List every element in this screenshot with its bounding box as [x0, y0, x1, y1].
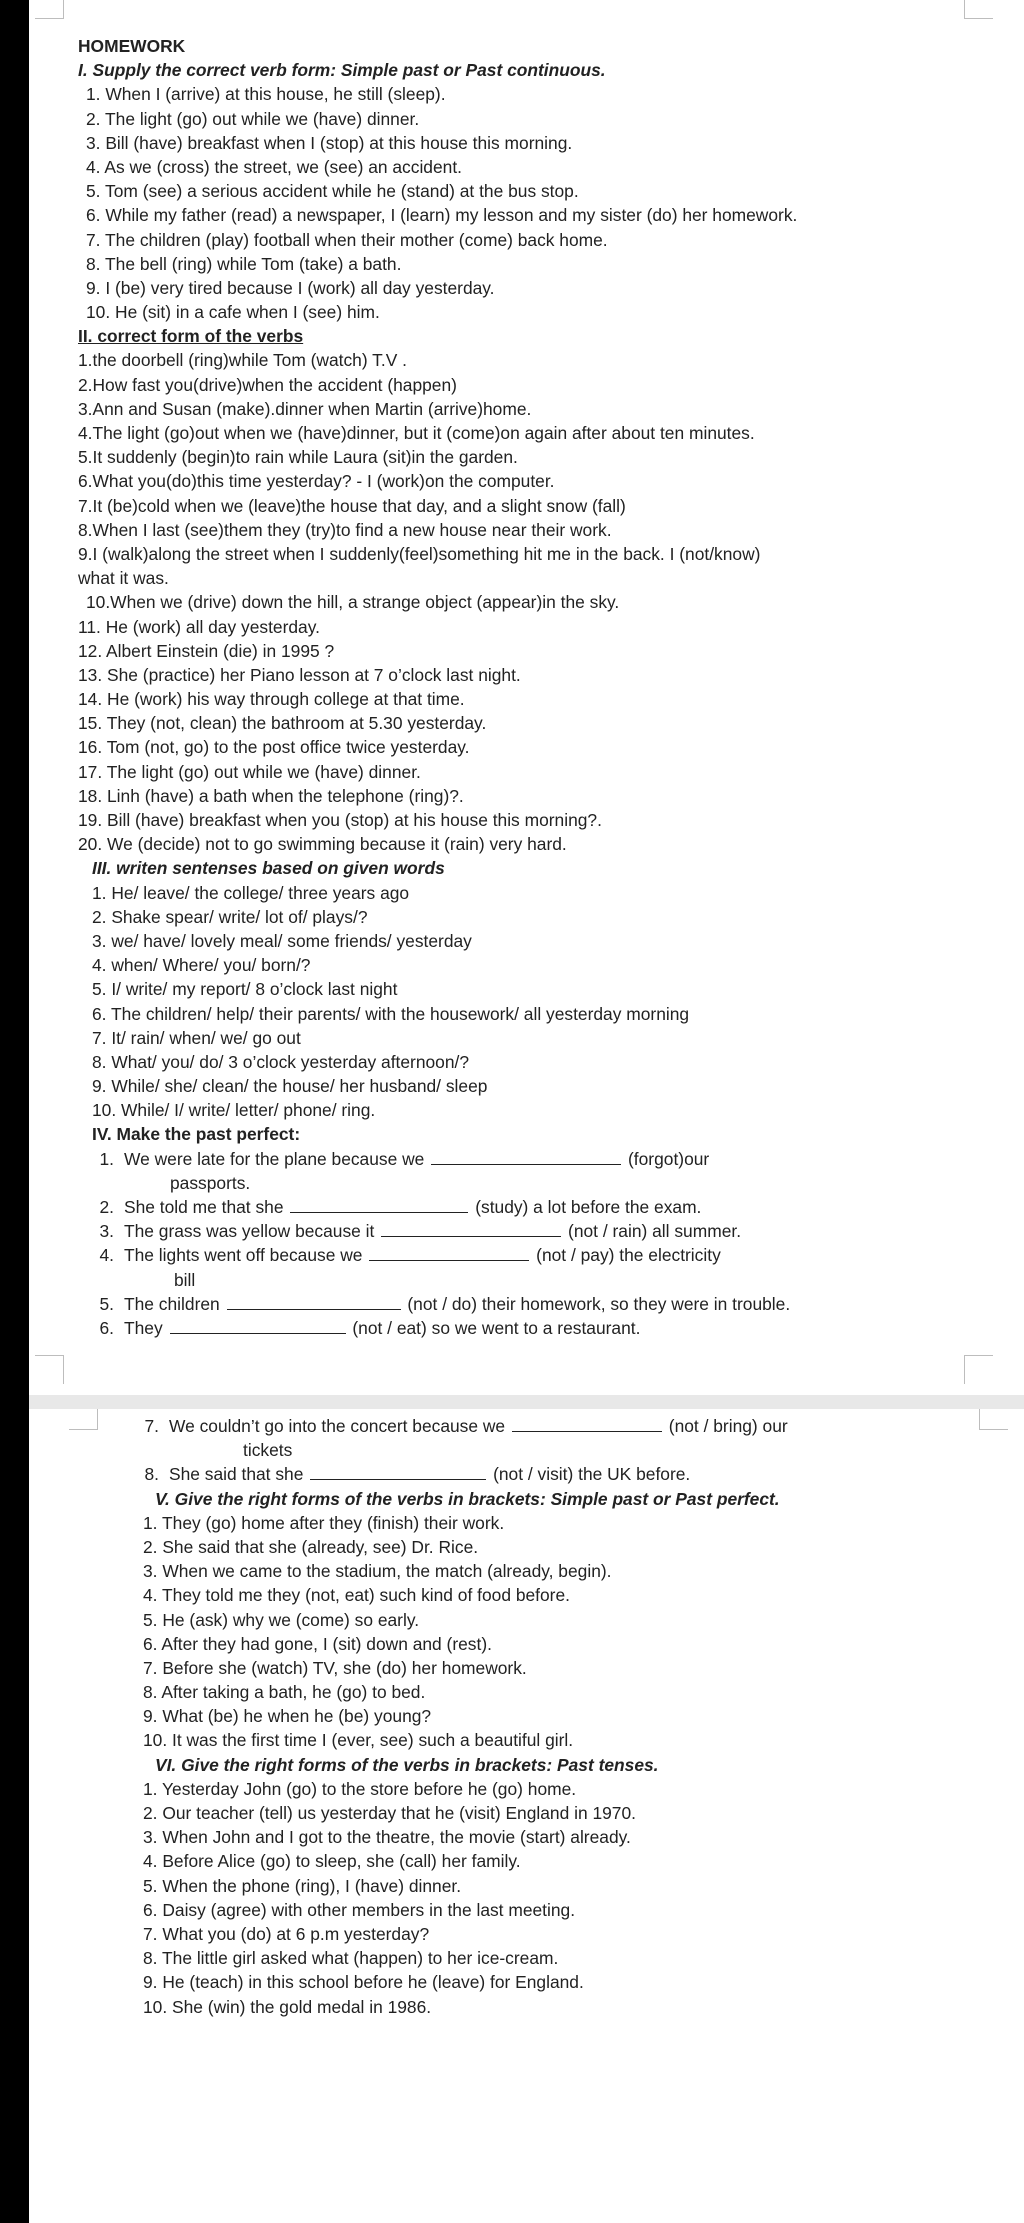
- list-item: 11. He (work) all day yesterday.: [78, 616, 320, 637]
- fill-blank-item: [78, 1292, 797, 1316]
- list-item: 3. When we came to the stadium, the match (already, begin).: [143, 1561, 612, 1582]
- item-text: She told me that she: [124, 1197, 284, 1217]
- page-corner-mark: [35, 0, 64, 19]
- answer-blank[interactable]: [369, 1244, 529, 1261]
- list-item: 9. He (teach) in this school before he (leave) for England.: [143, 1972, 584, 1993]
- item-hint: (not / rain) all summer.: [568, 1221, 742, 1242]
- list-item: 2. Our teacher (tell) us yesterday that he (visit) England in 1970.: [143, 1803, 636, 1823]
- list-item: 1. When I (arrive) at this house, he still (sleep).: [86, 84, 446, 105]
- page-2-content: [123, 1414, 788, 2019]
- answer-blank[interactable]: [170, 1317, 346, 1334]
- item-text: The lights went off because we: [124, 1245, 363, 1266]
- list-item: 8. What/ you/ do/ 3 o’clock yesterday afternoon/?: [92, 1051, 470, 1072]
- fill-blank-continuation: bill: [174, 1269, 196, 1290]
- list-item: 6. Daisy (agree) with other members in the last meeting.: [143, 1899, 576, 1920]
- item-hint: (forgot)our: [628, 1148, 710, 1169]
- item-number: 8.: [144, 1464, 159, 1485]
- item-text: We were late for the plane because we: [124, 1148, 425, 1169]
- page-corner-mark: [979, 1409, 1008, 1430]
- list-item: 7. Before she (watch) TV, she (do) her homework.: [143, 1657, 527, 1678]
- list-item: 13. She (practice) her Piano lesson at 7 o’clock last night.: [78, 664, 521, 685]
- list-item: 5. I/ write/ my report/ 8 o’clock last night: [92, 979, 398, 1000]
- fill-blank-item: [78, 1243, 797, 1267]
- homework-title: HOMEWORK: [78, 36, 186, 56]
- list-item: 6. While my father (read) a newspaper, I (learn) my lesson and my sister (do) her homework.: [86, 205, 798, 226]
- answer-blank[interactable]: [381, 1220, 561, 1237]
- list-item: 9. What (be) he when he (be) young?: [143, 1706, 432, 1727]
- list-item: 8.When I last (see)them they (try)to find a new house near their work.: [78, 519, 612, 540]
- answer-blank[interactable]: [290, 1196, 468, 1213]
- item-hint: (not / bring) our: [668, 1416, 788, 1436]
- list-item: 2.How fast you(drive)when the accident (happen): [78, 374, 457, 395]
- list-item: 2. Shake spear/ write/ lot of/ plays/?: [92, 906, 368, 927]
- fill-blank-item: [78, 1219, 797, 1243]
- list-item: 12. Albert Einstein (die) in 1995 ?: [78, 640, 335, 661]
- list-item: 6. The children/ help/ their parents/ with the housework/ all yesterday morning: [92, 1003, 690, 1024]
- list-item: 3.Ann and Susan (make).dinner when Martin (arrive)home.: [78, 398, 532, 419]
- item-text: They: [124, 1317, 163, 1338]
- list-item: 5. Tom (see) a serious accident while he (stand) at the bus stop.: [86, 181, 579, 202]
- answer-blank[interactable]: [310, 1463, 486, 1480]
- list-item: 5. When the phone (ring), I (have) dinner.: [143, 1875, 462, 1896]
- list-item: 4. As we (cross) the street, we (see) an accident.: [86, 156, 462, 177]
- list-item: 18. Linh (have) a bath when the telephone (ring)?.: [78, 785, 464, 806]
- item-hint: (not / do) their homework, so they were in trouble.: [407, 1293, 791, 1314]
- list-item: 3. we/ have/ lovely meal/ some friends/ yesterday: [92, 930, 472, 951]
- item-number: 6.: [99, 1317, 114, 1338]
- list-item: 3. When John and I got to the theatre, the movie (start) already.: [143, 1827, 631, 1848]
- list-item: 7.It (be)cold when we (leave)the house that day, and a slight snow (fall): [78, 495, 626, 516]
- list-item: 1. They (go) home after they (finish) their work.: [143, 1512, 505, 1533]
- page-corner-mark: [964, 1355, 993, 1384]
- list-item: 2. The light (go) out while we (have) dinner.: [86, 108, 420, 129]
- fill-blank-item: [78, 1147, 797, 1171]
- list-item: 10.When we (drive) down the hill, a strange object (appear)in the sky.: [86, 592, 620, 613]
- list-item: 7. The children (play) football when their mother (come) back home.: [86, 229, 608, 250]
- list-item: 5. He (ask) why we (come) so early.: [143, 1609, 420, 1630]
- section-6-heading: VI. Give the right forms of the verbs in brackets: Past tenses.: [155, 1754, 659, 1775]
- list-item: 9.I (walk)along the street when I suddenly(feel)something hit me in the back. I (not/know): [78, 543, 761, 564]
- section-5-heading: V. Give the right forms of the verbs in brackets: Simple past or Past perfect.: [155, 1488, 780, 1509]
- item-hint: (not / eat) so we went to a restaurant.: [352, 1317, 641, 1338]
- list-item: 3. Bill (have) breakfast when I (stop) at this house this morning.: [86, 132, 573, 153]
- item-text: She said that she: [169, 1464, 304, 1485]
- page-1-content: [78, 34, 797, 1340]
- list-item: 10. It was the first time I (ever, see) such a beautiful girl.: [143, 1730, 574, 1751]
- list-item: 9. While/ she/ clean/ the house/ her husband/ sleep: [92, 1076, 488, 1097]
- item-hint: (not / pay) the electricity: [536, 1245, 721, 1266]
- list-item: 7. What you (do) at 6 p.m yesterday?: [143, 1923, 430, 1944]
- list-item: 14. He (work) his way through college at that time.: [78, 689, 465, 710]
- list-item: 1. He/ leave/ the college/ three years ago: [92, 882, 410, 903]
- list-item: 1.the doorbell (ring)while Tom (watch) T.V .: [78, 350, 407, 371]
- document-page-1: [29, 0, 1024, 1395]
- list-item: 20. We (decide) not to go swimming because it (rain) very hard.: [78, 834, 567, 855]
- list-item: 8. After taking a bath, he (go) to bed.: [143, 1682, 426, 1703]
- fill-blank-item: [78, 1316, 797, 1340]
- list-item: 5.It suddenly (begin)to rain while Laura (sit)in the garden.: [78, 447, 518, 468]
- item-hint: (study) a lot before the exam.: [475, 1197, 702, 1217]
- item-number: 1.: [99, 1148, 114, 1169]
- item-number: 3.: [99, 1221, 114, 1242]
- section-3-heading: III. writen sentenses based on given words: [92, 858, 445, 879]
- list-item: 8. The bell (ring) while Tom (take) a bath.: [86, 253, 402, 274]
- answer-blank[interactable]: [227, 1293, 401, 1310]
- answer-blank[interactable]: [431, 1148, 621, 1165]
- fill-blank-continuation: tickets: [243, 1440, 293, 1461]
- answer-blank[interactable]: [512, 1415, 662, 1432]
- item-number: 7.: [144, 1416, 159, 1436]
- list-item: 4.The light (go)out when we (have)dinner, but it (come)on again after about ten minutes.: [78, 423, 755, 443]
- section-4-heading: IV. Make the past perfect:: [92, 1124, 301, 1145]
- item-text: We couldn’t go into the concert because we: [169, 1416, 506, 1436]
- list-item: 10. She (win) the gold medal in 1986.: [143, 1996, 432, 2017]
- fill-blank-item: [78, 1195, 797, 1219]
- list-item: 7. It/ rain/ when/ we/ go out: [92, 1027, 301, 1048]
- item-number: 2.: [99, 1197, 114, 1217]
- list-item: 19. Bill (have) breakfast when you (stop) at his house this morning?.: [78, 810, 602, 830]
- item-hint: (not / visit) the UK before.: [493, 1464, 691, 1485]
- list-item: 6. After they had gone, I (sit) down and (rest).: [143, 1633, 492, 1654]
- section-2-heading: II. correct form of the verbs: [78, 326, 304, 347]
- page-corner-mark: [69, 1409, 98, 1430]
- list-item: 4. when/ Where/ you/ born/?: [92, 955, 311, 976]
- list-item: 10. While/ I/ write/ letter/ phone/ ring.: [92, 1100, 376, 1121]
- list-item: 17. The light (go) out while we (have) dinner.: [78, 761, 421, 782]
- item-text: The children: [124, 1293, 220, 1314]
- list-item: 9. I (be) very tired because I (work) all day yesterday.: [86, 277, 495, 298]
- fill-blank-item: [123, 1414, 788, 1438]
- list-item: 10. He (sit) in a cafe when I (see) him.: [86, 302, 380, 323]
- document-page-2: [29, 1409, 1024, 2223]
- list-item: 4. They told me they (not, eat) such kind of food before.: [143, 1585, 570, 1606]
- item-number: 5.: [99, 1293, 114, 1314]
- fill-blank-continuation: passports.: [170, 1172, 251, 1193]
- left-black-strip: [0, 0, 29, 2223]
- page-corner-mark: [35, 1355, 64, 1384]
- list-item: 8. The little girl asked what (happen) to her ice-cream.: [143, 1948, 559, 1969]
- section-1-heading: I. Supply the correct verb form: Simple past or Past continuous.: [78, 60, 606, 81]
- page-gap: [29, 1395, 1024, 1409]
- list-item: 1. Yesterday John (go) to the store before he (go) home.: [143, 1778, 577, 1799]
- list-item: 16. Tom (not, go) to the post office twice yesterday.: [78, 737, 470, 758]
- page-corner-mark: [964, 0, 993, 19]
- list-item: 4. Before Alice (go) to sleep, she (call) her family.: [143, 1851, 521, 1872]
- fill-blank-item: [123, 1462, 788, 1486]
- list-item: 2. She said that she (already, see) Dr. Rice.: [143, 1536, 479, 1557]
- list-item: 15. They (not, clean) the bathroom at 5.30 yesterday.: [78, 713, 487, 734]
- item-number: 4.: [99, 1245, 114, 1266]
- list-item: 6.What you(do)this time yesterday? - I (work)on the computer.: [78, 471, 555, 492]
- list-item-continuation: what it was.: [78, 568, 169, 589]
- item-text: The grass was yellow because it: [124, 1221, 375, 1242]
